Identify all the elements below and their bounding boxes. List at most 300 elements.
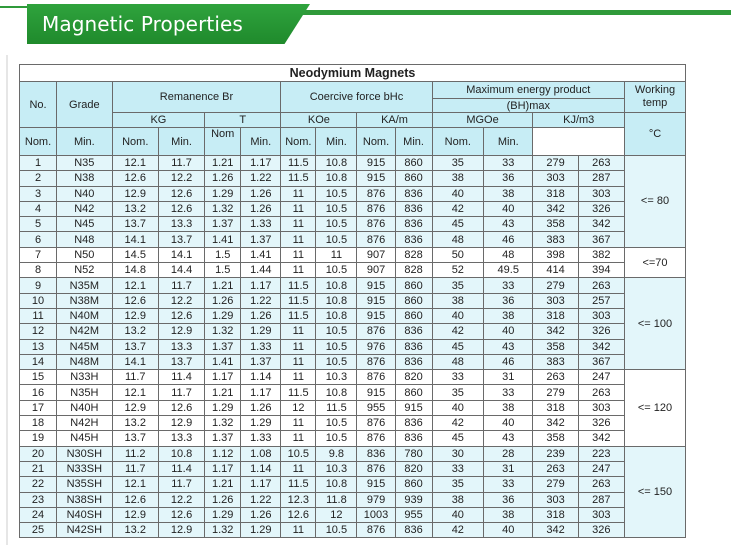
value-cell: 915 (357, 477, 395, 492)
value-cell: 12.9 (112, 400, 158, 415)
header-koe: KOe (281, 113, 357, 128)
value-cell: 358 (533, 217, 578, 232)
value-cell: 1.32 (205, 523, 241, 538)
value-cell: 1.17 (241, 156, 281, 171)
value-cell: 1.41 (205, 354, 241, 369)
value-cell: 10.8 (316, 278, 357, 293)
value-cell: 38 (484, 400, 533, 415)
table-row (20, 416, 686, 431)
value-cell: 1.26 (241, 308, 281, 323)
value-cell: 828 (395, 247, 432, 262)
value-cell: 11 (281, 339, 316, 354)
value-cell: 1.29 (241, 523, 281, 538)
value-cell: 1.33 (241, 431, 281, 446)
grade-cell: N42 (57, 201, 113, 216)
row-number: 25 (20, 523, 57, 538)
accent-line (290, 10, 731, 15)
header-nom: Nom (205, 128, 241, 156)
value-cell: 876 (357, 217, 395, 232)
value-cell: 12.6 (158, 201, 204, 216)
value-cell: 876 (357, 354, 395, 369)
working-temp-cell: <= 120 (625, 370, 686, 446)
value-cell: 36 (484, 492, 533, 507)
value-cell: 1.37 (205, 217, 241, 232)
row-number: 11 (20, 308, 57, 323)
value-cell: 11.7 (112, 370, 158, 385)
value-cell: 1.5 (205, 247, 241, 262)
grade-cell: N48 (57, 232, 113, 247)
row-number: 4 (20, 201, 57, 216)
value-cell: 48 (432, 232, 483, 247)
value-cell: 33 (484, 385, 533, 400)
row-number: 2 (20, 171, 57, 186)
value-cell: 1.17 (241, 385, 281, 400)
value-cell: 342 (533, 324, 578, 339)
value-cell: 263 (578, 156, 624, 171)
value-cell: 48 (432, 354, 483, 369)
value-cell: 326 (578, 324, 624, 339)
value-cell: 342 (533, 416, 578, 431)
banner (0, 0, 731, 48)
value-cell: 1.41 (205, 232, 241, 247)
table-row (20, 263, 686, 278)
value-cell: 13.2 (112, 324, 158, 339)
value-cell: 860 (395, 156, 432, 171)
value-cell: 12.9 (158, 324, 204, 339)
value-cell: 30 (432, 446, 483, 461)
value-cell: 11 (281, 461, 316, 476)
value-cell: 303 (533, 171, 578, 186)
value-cell: 42 (432, 523, 483, 538)
value-cell: 876 (357, 461, 395, 476)
row-number: 10 (20, 293, 57, 308)
value-cell: 13.7 (158, 232, 204, 247)
table-body (20, 156, 686, 538)
value-cell: 836 (395, 416, 432, 431)
value-cell: 1.37 (205, 339, 241, 354)
value-cell: 33 (432, 370, 483, 385)
value-cell: 38 (484, 186, 533, 201)
value-cell: 43 (484, 339, 533, 354)
value-cell: 915 (357, 385, 395, 400)
value-cell: 263 (533, 461, 578, 476)
value-cell: 48 (484, 247, 533, 262)
value-cell: 1.17 (205, 370, 241, 385)
value-cell: 1.32 (205, 416, 241, 431)
value-cell: 43 (484, 431, 533, 446)
value-cell: 12 (316, 507, 357, 522)
value-cell: 223 (578, 446, 624, 461)
value-cell: 10.8 (316, 293, 357, 308)
value-cell: 36 (484, 293, 533, 308)
table-row (20, 217, 686, 232)
value-cell: 836 (395, 354, 432, 369)
value-cell: 860 (395, 477, 432, 492)
row-number: 9 (20, 278, 57, 293)
value-cell: 979 (357, 492, 395, 507)
grade-cell: N33SH (57, 461, 113, 476)
row-number: 5 (20, 217, 57, 232)
value-cell: 11 (281, 247, 316, 262)
table-row (20, 370, 686, 385)
value-cell: 367 (578, 232, 624, 247)
value-cell: 11.5 (281, 385, 316, 400)
page-title: Magnetic Properties (42, 12, 243, 36)
value-cell: 12.9 (158, 523, 204, 538)
table-row (20, 171, 686, 186)
grade-cell: N35SH (57, 477, 113, 492)
value-cell: 52 (432, 263, 483, 278)
value-cell: 836 (395, 232, 432, 247)
grade-cell: N45 (57, 217, 113, 232)
value-cell: 33 (484, 477, 533, 492)
value-cell: 876 (357, 431, 395, 446)
value-cell: 11 (281, 354, 316, 369)
value-cell: 10.8 (316, 477, 357, 492)
value-cell: 1.37 (205, 431, 241, 446)
value-cell: 342 (533, 523, 578, 538)
grade-cell: N45H (57, 431, 113, 446)
header-mgoe: MGOe (432, 113, 533, 128)
table-row (20, 431, 686, 446)
value-cell: 820 (395, 461, 432, 476)
value-cell: 1.29 (205, 400, 241, 415)
value-cell: 42 (432, 201, 483, 216)
value-cell: 14.4 (158, 263, 204, 278)
value-cell: 1.21 (205, 385, 241, 400)
value-cell: 10.5 (316, 217, 357, 232)
value-cell: 14.1 (112, 354, 158, 369)
value-cell: 11.5 (316, 400, 357, 415)
header-coercive: Coercive force bHc (281, 82, 432, 113)
table-row (20, 232, 686, 247)
value-cell: 11 (281, 431, 316, 446)
table-row (20, 492, 686, 507)
value-cell: 876 (357, 523, 395, 538)
table-row (20, 293, 686, 308)
grade-cell: N48M (57, 354, 113, 369)
table-row (20, 461, 686, 476)
table-row (20, 186, 686, 201)
value-cell: 9.8 (316, 446, 357, 461)
value-cell: 10.5 (316, 354, 357, 369)
grade-cell: N40SH (57, 507, 113, 522)
value-cell: 860 (395, 308, 432, 323)
value-cell: 11 (281, 201, 316, 216)
table-row (20, 477, 686, 492)
value-cell: 1.32 (205, 324, 241, 339)
value-cell: 915 (357, 308, 395, 323)
value-cell: 11.7 (158, 385, 204, 400)
grade-cell: N35 (57, 156, 113, 171)
grade-cell: N30SH (57, 446, 113, 461)
value-cell: 10.5 (316, 523, 357, 538)
value-cell: 11 (281, 370, 316, 385)
row-number: 15 (20, 370, 57, 385)
value-cell: 11 (281, 232, 316, 247)
table-row (20, 400, 686, 415)
value-cell: 35 (432, 278, 483, 293)
value-cell: 10.5 (281, 446, 316, 461)
value-cell: 11.5 (281, 171, 316, 186)
value-cell: 836 (395, 339, 432, 354)
value-cell: 11.4 (158, 370, 204, 385)
value-cell: 12.1 (112, 156, 158, 171)
value-cell: 12.6 (112, 293, 158, 308)
value-cell: 42 (432, 416, 483, 431)
value-cell: 1.26 (241, 186, 281, 201)
value-cell: 303 (578, 186, 624, 201)
value-cell: 14.1 (112, 232, 158, 247)
grade-cell: N50 (57, 247, 113, 262)
table-row (20, 523, 686, 538)
value-cell: 1.29 (241, 324, 281, 339)
value-cell: 836 (395, 201, 432, 216)
value-cell: 1.26 (205, 293, 241, 308)
working-temp-cell: <= 100 (625, 278, 686, 370)
value-cell: 915 (357, 278, 395, 293)
value-cell: 13.3 (158, 217, 204, 232)
header-kg: KG (112, 113, 205, 128)
value-cell: 12.6 (158, 507, 204, 522)
value-cell: 33 (484, 156, 533, 171)
working-temp-cell: <=70 (625, 247, 686, 278)
value-cell: 318 (533, 400, 578, 415)
value-cell: 263 (578, 385, 624, 400)
value-cell: 46 (484, 232, 533, 247)
value-cell: 836 (395, 217, 432, 232)
value-cell: 11.5 (281, 293, 316, 308)
value-cell: 279 (533, 278, 578, 293)
value-cell: 10.5 (316, 201, 357, 216)
value-cell: 1.32 (205, 201, 241, 216)
value-cell: 955 (395, 507, 432, 522)
header-grade: Grade (57, 82, 113, 128)
row-number: 1 (20, 156, 57, 171)
value-cell: 860 (395, 171, 432, 186)
value-cell: 14.8 (112, 263, 158, 278)
value-cell: 907 (357, 247, 395, 262)
value-cell: 50 (432, 247, 483, 262)
grade-cell: N40H (57, 400, 113, 415)
row-number: 6 (20, 232, 57, 247)
value-cell: 10.8 (316, 308, 357, 323)
table-row (20, 201, 686, 216)
value-cell: 40 (432, 308, 483, 323)
value-cell: 342 (578, 339, 624, 354)
value-cell: 263 (578, 477, 624, 492)
grade-cell: N52 (57, 263, 113, 278)
value-cell: 342 (578, 431, 624, 446)
value-cell: 12 (281, 400, 316, 415)
value-cell: 11 (281, 186, 316, 201)
grade-cell: N40 (57, 186, 113, 201)
value-cell: 11.7 (158, 477, 204, 492)
grade-cell: N40M (57, 308, 113, 323)
header-t: T (205, 113, 281, 128)
value-cell: 40 (484, 201, 533, 216)
value-cell: 976 (357, 339, 395, 354)
value-cell: 10.5 (316, 186, 357, 201)
value-cell: 1.17 (205, 461, 241, 476)
value-cell: 836 (395, 523, 432, 538)
value-cell: 12.2 (158, 492, 204, 507)
value-cell: 40 (432, 186, 483, 201)
value-cell: 836 (357, 446, 395, 461)
value-cell: 358 (533, 431, 578, 446)
value-cell: 876 (357, 186, 395, 201)
header-min: Min. (484, 128, 533, 156)
value-cell: 11 (281, 523, 316, 538)
value-cell: 12.9 (158, 416, 204, 431)
neodymium-table (19, 64, 686, 538)
value-cell: 12.1 (112, 278, 158, 293)
value-cell: 13.7 (112, 339, 158, 354)
value-cell: 318 (533, 308, 578, 323)
value-cell: 11.5 (281, 308, 316, 323)
value-cell: 326 (578, 416, 624, 431)
value-cell: 40 (484, 416, 533, 431)
value-cell: 11.7 (158, 278, 204, 293)
value-cell: 11 (281, 217, 316, 232)
value-cell: 1.22 (241, 171, 281, 186)
row-number: 16 (20, 385, 57, 400)
row-number: 3 (20, 186, 57, 201)
value-cell: 318 (533, 507, 578, 522)
value-cell: 1.5 (205, 263, 241, 278)
value-cell: 287 (578, 171, 624, 186)
grade-cell: N35M (57, 278, 113, 293)
value-cell: 13.7 (158, 354, 204, 369)
table-title: Neodymium Magnets (20, 65, 686, 82)
header-nom: Nom. (20, 128, 57, 156)
header-min: Min. (241, 128, 281, 156)
value-cell: 10.8 (316, 171, 357, 186)
value-cell: 12.9 (112, 507, 158, 522)
value-cell: 38 (484, 507, 533, 522)
value-cell: 1.26 (241, 201, 281, 216)
table-row (20, 278, 686, 293)
value-cell: 1.14 (241, 461, 281, 476)
value-cell: 11.5 (281, 477, 316, 492)
table-row (20, 354, 686, 369)
value-cell: 10.5 (316, 263, 357, 278)
value-cell: 1.33 (241, 339, 281, 354)
value-cell: 1.44 (241, 263, 281, 278)
header-working-temp: Working temp (625, 82, 686, 113)
value-cell: 12.9 (112, 308, 158, 323)
value-cell: 1.26 (205, 171, 241, 186)
value-cell: 247 (578, 370, 624, 385)
value-cell: 12.2 (158, 293, 204, 308)
value-cell: 383 (533, 232, 578, 247)
value-cell: 1.29 (205, 507, 241, 522)
value-cell: 1.17 (241, 278, 281, 293)
value-cell: 326 (578, 201, 624, 216)
value-cell: 303 (578, 308, 624, 323)
value-cell: 40 (484, 324, 533, 339)
row-number: 18 (20, 416, 57, 431)
value-cell: 12.6 (281, 507, 316, 522)
header-no: No. (20, 82, 57, 128)
value-cell: 382 (578, 247, 624, 262)
row-number: 20 (20, 446, 57, 461)
value-cell: 1.22 (241, 293, 281, 308)
grade-cell: N45M (57, 339, 113, 354)
value-cell: 10.5 (316, 324, 357, 339)
value-cell: 939 (395, 492, 432, 507)
value-cell: 1.37 (241, 232, 281, 247)
value-cell: 239 (533, 446, 578, 461)
grade-cell: N42H (57, 416, 113, 431)
value-cell: 342 (533, 201, 578, 216)
value-cell: 28 (484, 446, 533, 461)
header-min: Min. (57, 128, 113, 156)
value-cell: 35 (432, 156, 483, 171)
row-number: 14 (20, 354, 57, 369)
value-cell: 43 (484, 217, 533, 232)
value-cell: 11 (281, 416, 316, 431)
value-cell: 11.2 (112, 446, 158, 461)
grade-cell: N35H (57, 385, 113, 400)
value-cell: 12.6 (112, 492, 158, 507)
value-cell: 13.7 (112, 217, 158, 232)
value-cell: 10.5 (316, 431, 357, 446)
value-cell: 383 (533, 354, 578, 369)
value-cell: 13.2 (112, 523, 158, 538)
value-cell: 836 (395, 324, 432, 339)
value-cell: 303 (578, 400, 624, 415)
row-number: 12 (20, 324, 57, 339)
row-number: 7 (20, 247, 57, 262)
value-cell: 1.26 (241, 400, 281, 415)
value-cell: 10.8 (158, 446, 204, 461)
header-min: Min. (395, 128, 432, 156)
value-cell: 13.2 (112, 201, 158, 216)
value-cell: 14.1 (158, 247, 204, 262)
value-cell: 11.5 (281, 278, 316, 293)
value-cell: 11.7 (158, 156, 204, 171)
header-energy-sub: (BH)max (432, 99, 624, 113)
value-cell: 828 (395, 263, 432, 278)
value-cell: 915 (357, 293, 395, 308)
value-cell: 915 (357, 156, 395, 171)
value-cell: 45 (432, 217, 483, 232)
value-cell: 1.17 (241, 477, 281, 492)
header-nom: Nom. (281, 128, 316, 156)
value-cell: 358 (533, 339, 578, 354)
header-nom: Nom. (432, 128, 483, 156)
value-cell: 46 (484, 354, 533, 369)
value-cell: 45 (432, 339, 483, 354)
table-row (20, 339, 686, 354)
value-cell: 318 (533, 186, 578, 201)
value-cell: 303 (533, 492, 578, 507)
value-cell: 279 (533, 385, 578, 400)
value-cell: 860 (395, 385, 432, 400)
value-cell: 12.3 (281, 492, 316, 507)
value-cell: 1.41 (241, 247, 281, 262)
value-cell: 38 (484, 308, 533, 323)
working-temp-cell: <= 80 (625, 156, 686, 248)
value-cell: 279 (533, 156, 578, 171)
value-cell: 1.22 (241, 492, 281, 507)
value-cell: 876 (357, 416, 395, 431)
value-cell: 1.21 (205, 156, 241, 171)
value-cell: 1.33 (241, 217, 281, 232)
table-row (20, 446, 686, 461)
value-cell: 1.29 (205, 308, 241, 323)
